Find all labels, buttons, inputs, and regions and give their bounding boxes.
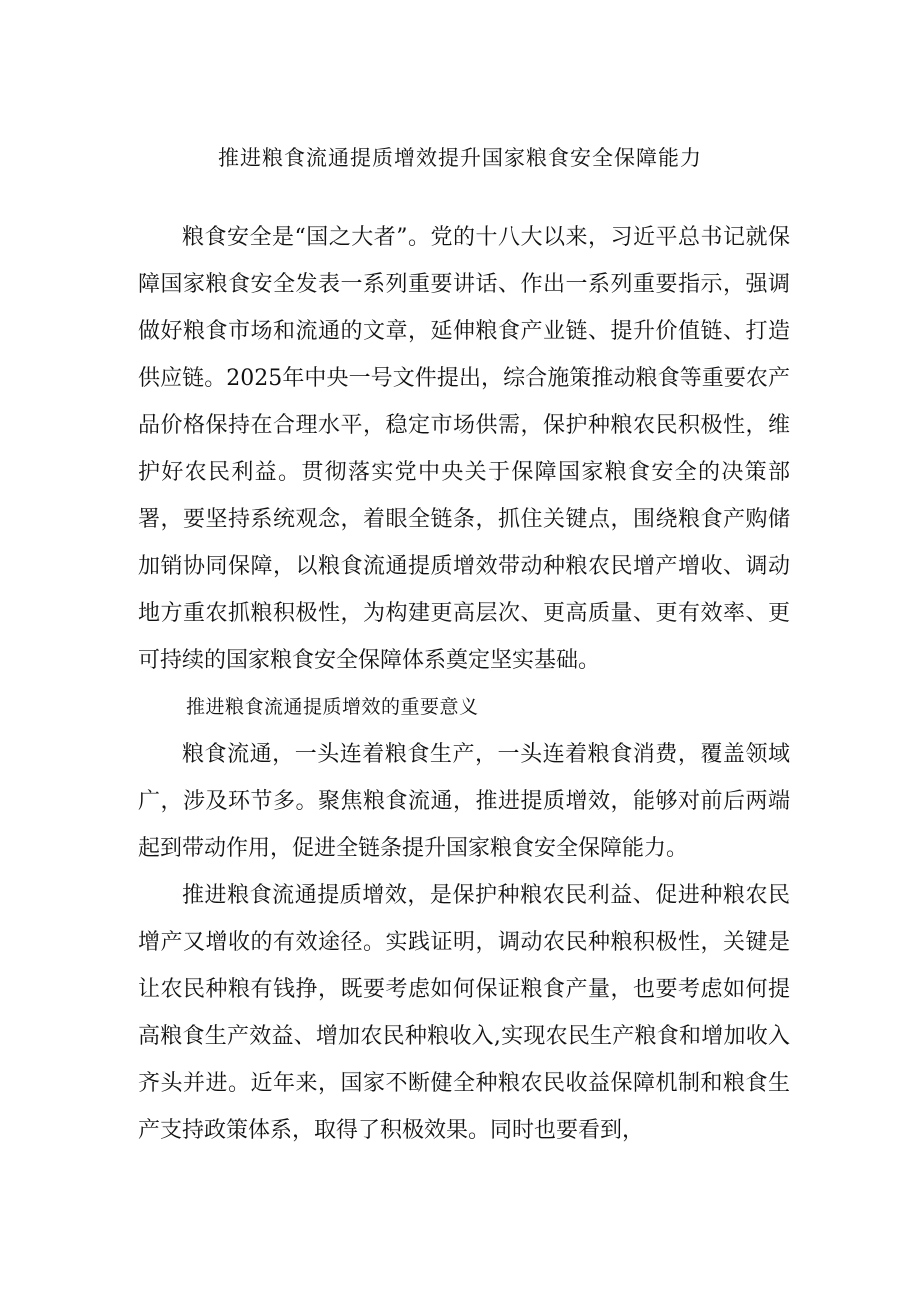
paragraph-intro: 粮食安全是“国之大者”。党的十八大以来，习近平总书记就保障国家粮食安全发表一系列重要讲话、作出一系列重要指示，强调做好粮食市场和流通的文章，延伸粮食产业链、提升价值链、打造供应链。2025年中央一号文件提出，综合施策推动粮食等重要农产品价格保持在合理水平，稳定市场供需，保护种粮农民积极性，维护好农民利益。贯彻落实党中央关于保障国家粮食安全的决策部署，要坚持系统观念，着眼全链条，抓住关键点，围绕粮食产购储加销协同保障，以粮食流通提质增效带动种粮农民增产增收、调动地方重农抓粮积极性，为构建更高层次、更高质量、更有效率、更可持续的国家粮食安全保障体系奠定坚实基础。	[138, 225, 790, 673]
paragraph-circulation: 粮食流通，一头连着粮食生产，一头连着粮食消费，覆盖领域广，涉及环节多。聚焦粮食流通，推进提质增效，能够对前后两端起到带动作用，促进全链条提升国家粮食安全保障能力。	[138, 742, 790, 861]
section-heading: 推进粮食流通提质增效的重要意义	[186, 696, 479, 718]
document-body	[138, 214, 790, 1154]
paragraph-farmer-income: 推进粮食流通提质增效，是保护种粮农民利益、促进种粮农民增产又增收的有效途径。实践证明，调动农民种粮积极性，关键是让农民种粮有钱挣，既要考虑如何保证粮食产量，也要考虑如何提高粮食生产效益、增加农民种粮收入,实现农民生产粮食和增加收入齐头并进。近年来，国家不断健全种粮农民收益保障机制和粮食生产支持政策体系，取得了积极效果。同时也要看到，	[138, 883, 790, 1143]
document-title: 推进粮食流通提质增效提升国家粮食安全保障能力	[218, 146, 702, 170]
